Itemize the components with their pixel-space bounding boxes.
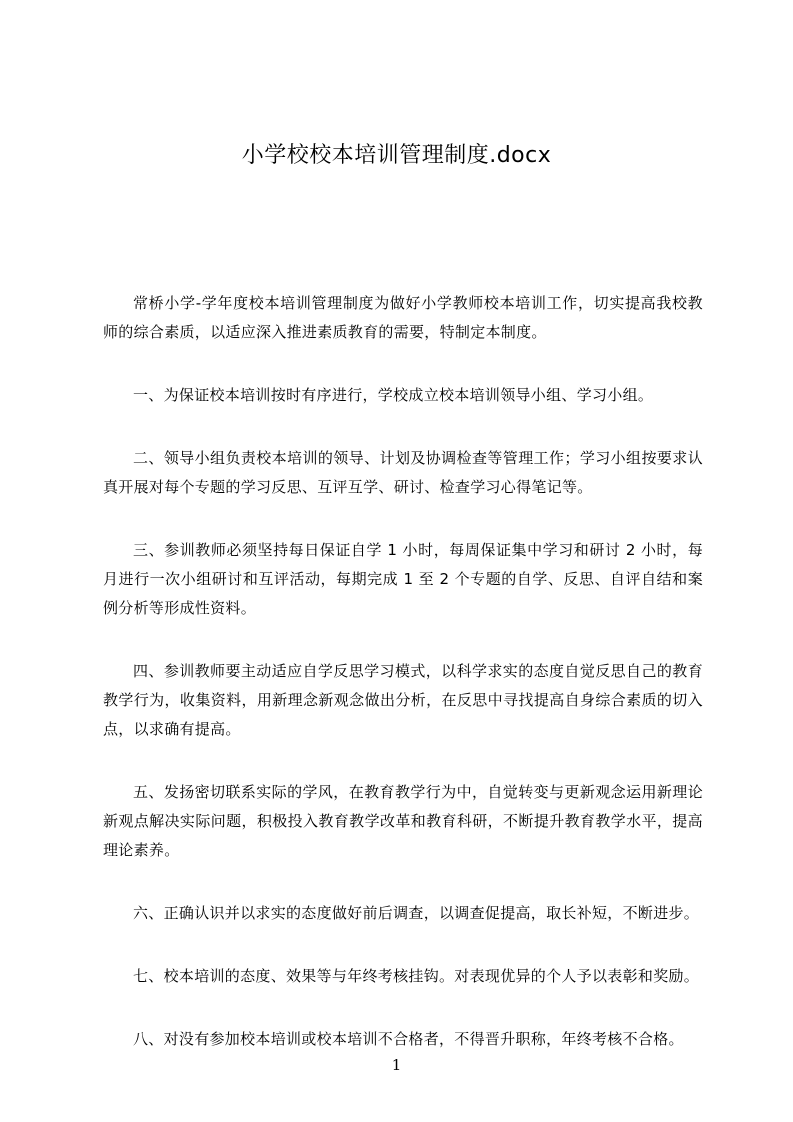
- paragraph-item-5: 五、发扬密切联系实际的学风，在教育教学行为中，自觉转变与更新观念运用新理论新观点解决实际问题，积极投入教育教学改革和教育科研，不断提升教育教学水平，提高理论素养。: [103, 783, 703, 859]
- paragraph-item-1: 一、为保证校本培训按时有序进行，学校成立校本培训领导小组、学习小组。: [133, 386, 654, 404]
- page-number: 1: [391, 1056, 402, 1074]
- paragraph-item-2: 二、领导小组负责校本培训的领导、计划及协调检查等管理工作；学习小组按要求认真开展对每个专题的学习反思、互评互学、研讨、检查学习心得笔记等。: [103, 449, 703, 496]
- paragraph-item-3: 三、参训教师必须坚持每日保证自学 1 小时，每周保证集中学习和研讨 2 小时，每月进行一次小组研讨和互评活动，每期完成 1 至 2 个专题的自学、反思、自评自结和案例分析等形成性资料。: [103, 541, 703, 617]
- paragraph-item-4: 四、参训教师要主动适应自学反思学习模式，以科学求实的态度自觉反思自己的教育教学行为，收集资料，用新理念新观念做出分析，在反思中寻找提高自身综合素质的切入点，以求确有提高。: [103, 662, 703, 738]
- paragraph-item-7: 七、校本培训的态度、效果等与年终考核挂钩。对表现优异的个人予以表彰和奖励。: [133, 967, 700, 985]
- document-title: 小学校校本培训管理制度.docx: [241, 143, 552, 168]
- paragraph-item-8: 八、对没有参加校本培训或校本培训不合格者，不得晋升职称，年终考核不合格。: [133, 1030, 684, 1048]
- paragraph-item-6: 六、正确认识并以求实的态度做好前后调查，以调查促提高，取长补短，不断进步。: [133, 904, 700, 922]
- paragraph-intro: 常桥小学-学年度校本培训管理制度为做好小学教师校本培训工作，切实提高我校教师的综合素质，以适应深入推进素质教育的需要，特制定本制度。: [103, 294, 703, 341]
- document-body: [103, 289, 703, 1088]
